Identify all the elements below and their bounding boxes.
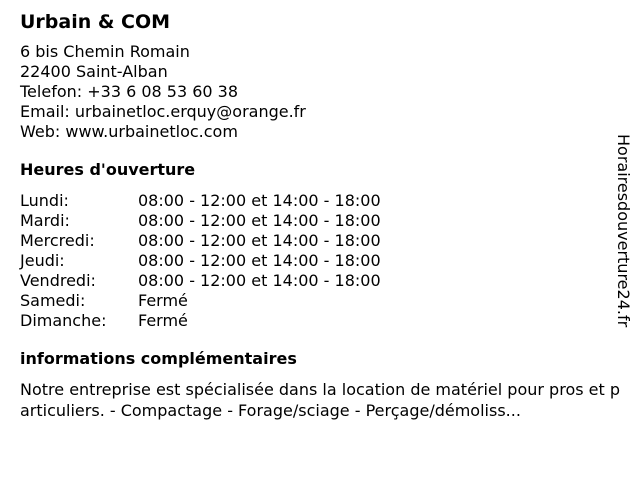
hours-row-tuesday (20, 211, 620, 231)
time-value: Fermé (138, 291, 188, 310)
phone-number[interactable]: Telefon: +33 6 08 53 60 38 (20, 82, 239, 101)
site-watermark: Horairesdouverture24.fr (614, 134, 633, 328)
hours-row-sunday (20, 311, 620, 331)
hours-row-monday (20, 191, 620, 211)
time-value: 08:00 - 12:00 et 14:00 - 18:00 (138, 251, 381, 270)
additional-info-heading: informations complémentaires (20, 349, 297, 368)
day-label: Mardi: (20, 211, 70, 230)
day-label: Jeudi: (20, 251, 65, 270)
hours-row-friday (20, 271, 620, 291)
day-label: Lundi: (20, 191, 69, 210)
time-value: 08:00 - 12:00 et 14:00 - 18:00 (138, 191, 381, 210)
business-card (20, 8, 620, 421)
day-label: Mercredi: (20, 231, 95, 250)
business-name: Urbain & COM (20, 11, 171, 33)
day-label: Dimanche: (20, 311, 107, 330)
hours-row-saturday (20, 291, 620, 311)
time-value: 08:00 - 12:00 et 14:00 - 18:00 (138, 271, 381, 290)
time-value: 08:00 - 12:00 et 14:00 - 18:00 (138, 231, 381, 250)
day-label: Samedi: (20, 291, 86, 310)
address-block (20, 42, 620, 142)
hours-row-wednesday (20, 231, 620, 251)
address-city: 22400 Saint-Alban (20, 62, 168, 81)
day-label: Vendredi: (20, 271, 96, 290)
email-address[interactable]: Email: urbainetloc.erquy@orange.fr (20, 102, 306, 121)
website-link[interactable]: Web: www.urbainetloc.com (20, 122, 238, 141)
hours-row-thursday (20, 251, 620, 271)
additional-info-text: Notre entreprise est spécialisée dans la location de matériel pour pros et particuliers. - Compactage - Forage/sciage - Perçage/démoliss... (20, 380, 621, 420)
address-street: 6 bis Chemin Romain (20, 42, 190, 61)
time-value: Fermé (138, 311, 188, 330)
time-value: 08:00 - 12:00 et 14:00 - 18:00 (138, 211, 381, 230)
opening-hours-table (20, 191, 620, 331)
opening-hours-heading: Heures d'ouverture (20, 160, 196, 179)
